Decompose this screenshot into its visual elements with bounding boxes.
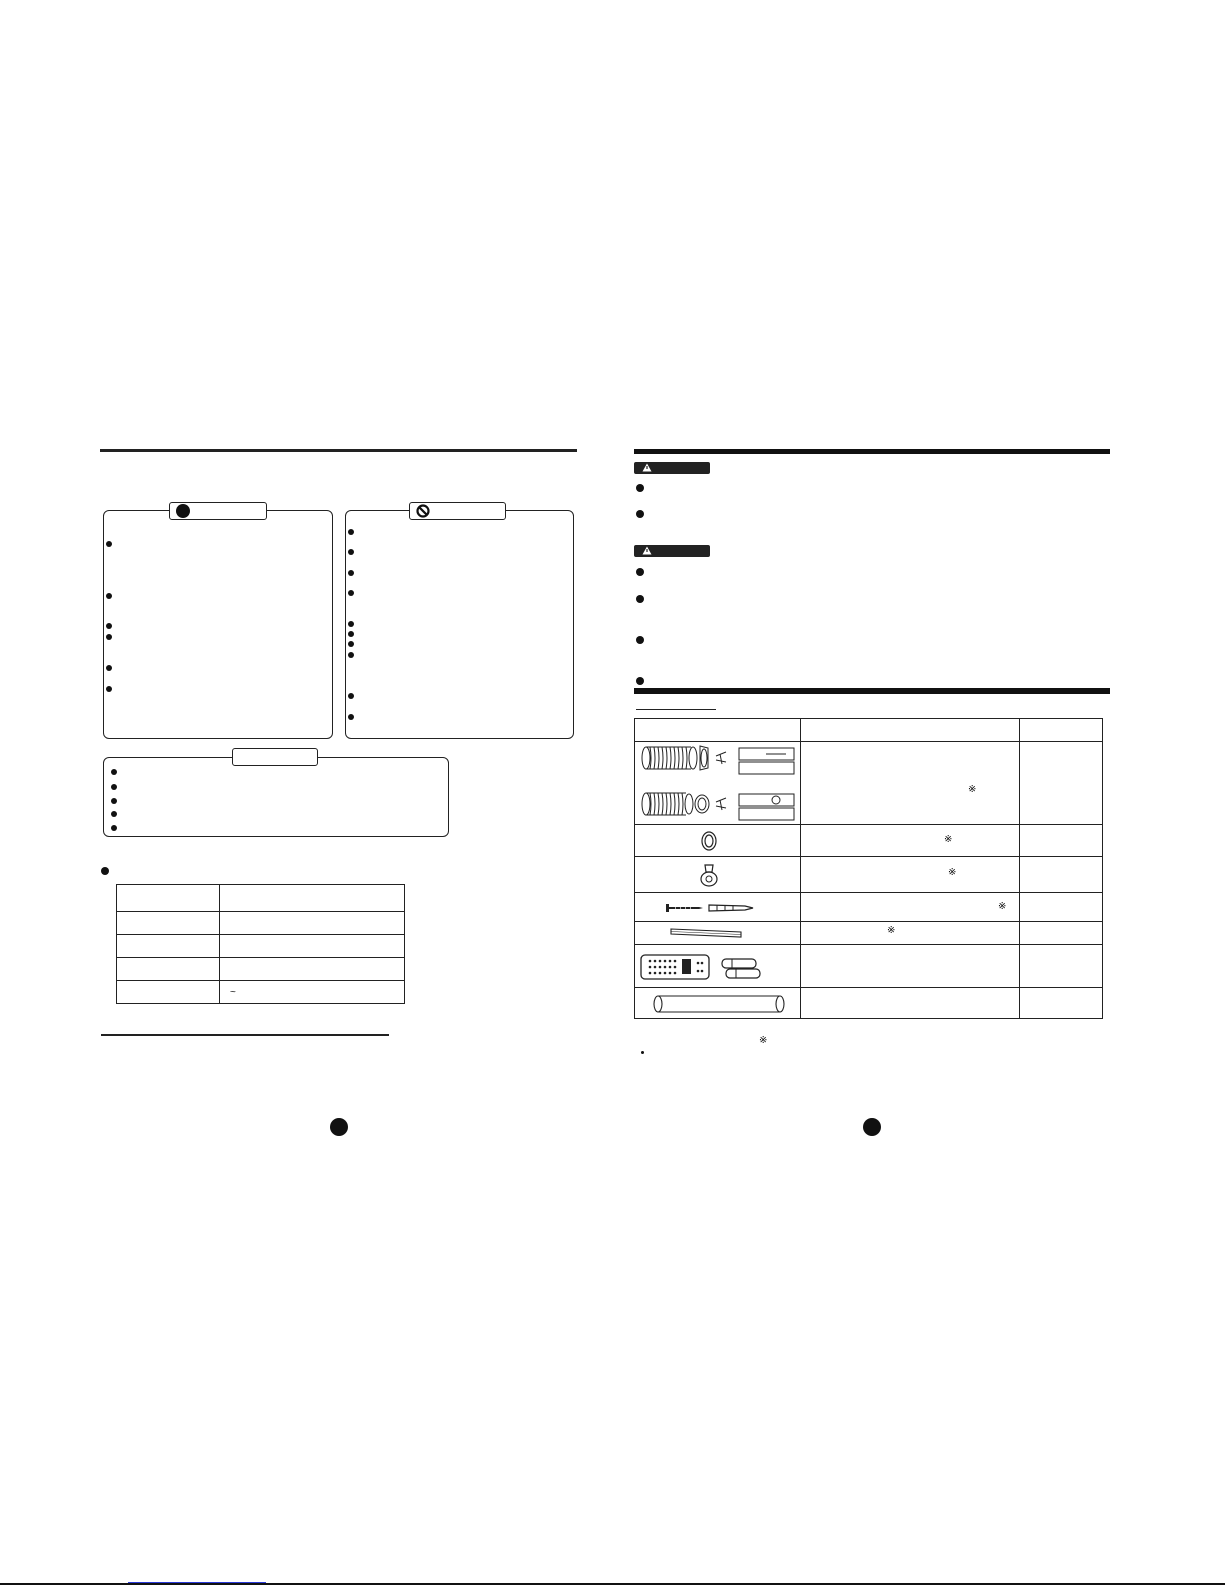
hose-adapter-ring-icon xyxy=(699,830,719,852)
mandatory-tab xyxy=(169,502,267,520)
prohibited-bullet xyxy=(348,621,354,627)
accessory-image-cell xyxy=(635,922,801,945)
reference-mark: ※ xyxy=(944,834,953,845)
accessory-image-cell xyxy=(635,945,801,988)
spec-cell xyxy=(117,935,220,958)
table-row xyxy=(635,893,1103,922)
accessory-quantity xyxy=(1020,857,1103,893)
warning-label xyxy=(634,462,710,474)
warning-triangle-icon xyxy=(642,546,652,555)
accessory-description xyxy=(801,825,1020,857)
spec-cell: ~ xyxy=(220,981,405,1004)
accessories-header-rule xyxy=(634,688,1110,694)
accessory-image-cell xyxy=(635,893,801,922)
caution-bullet xyxy=(636,677,644,685)
mandatory-bullet xyxy=(106,593,112,599)
notes-tab xyxy=(232,748,318,766)
spec-cell xyxy=(220,935,405,958)
prohibited-bullet xyxy=(348,631,354,637)
remote-control-batteries-icon xyxy=(640,951,770,983)
spec-cell xyxy=(117,885,220,912)
accessory-image-cell xyxy=(635,988,801,1019)
table-row xyxy=(635,857,1103,893)
drain-connector-icon xyxy=(697,861,721,889)
prohibited-bullet xyxy=(348,714,354,720)
column-header-image xyxy=(635,719,801,742)
table-row xyxy=(117,981,405,1004)
accessory-description xyxy=(801,922,1020,945)
table-row xyxy=(635,945,1103,988)
accessory-image-cell xyxy=(635,857,801,893)
spec-cell xyxy=(117,958,220,981)
prohibited-bullet xyxy=(348,693,354,699)
accessory-quantity xyxy=(1020,742,1103,825)
spec-cell xyxy=(117,912,220,935)
prohibited-bullet xyxy=(348,549,354,555)
table-row xyxy=(117,935,405,958)
table-row xyxy=(635,742,1103,825)
spec-cell xyxy=(117,981,220,1004)
accessory-description xyxy=(801,893,1020,922)
spec-cell xyxy=(220,885,405,912)
notes-bullet xyxy=(111,825,117,831)
accessory-quantity xyxy=(1020,988,1103,1019)
warning-bullet xyxy=(636,510,644,518)
caution-label xyxy=(634,545,710,557)
page-number-marker-left xyxy=(330,1118,348,1136)
footnote-reference-mark: ※ xyxy=(759,1035,768,1046)
notes-bullet xyxy=(111,811,117,817)
spec-table xyxy=(116,884,405,1004)
accessory-image-cell xyxy=(635,825,801,857)
exhaust-hose-window-kit-icon xyxy=(636,742,800,824)
prohibited-bullet xyxy=(348,652,354,658)
sealing-strip-icon xyxy=(669,927,745,939)
accessory-description xyxy=(801,945,1020,988)
mandatory-bullet xyxy=(106,623,112,629)
prohibited-bullet xyxy=(348,529,354,535)
accessory-quantity xyxy=(1020,825,1103,857)
screw-and-anchor-icon xyxy=(665,900,755,916)
accessory-quantity xyxy=(1020,922,1103,945)
reference-mark: ※ xyxy=(948,867,957,878)
prohibited-bullet xyxy=(348,590,354,596)
footnote-bullet xyxy=(641,1051,644,1054)
caution-bullet xyxy=(636,568,644,576)
warning-triangle-icon xyxy=(642,463,652,472)
table-row xyxy=(635,825,1103,857)
mandatory-bullet xyxy=(106,541,112,547)
column-header-quantity xyxy=(1020,719,1103,742)
left-header-rule xyxy=(100,449,577,452)
notes-bullet xyxy=(111,798,117,804)
accessories-table xyxy=(634,718,1103,1019)
prohibited-box xyxy=(345,510,574,739)
right-header-rule xyxy=(634,449,1110,454)
spec-bullet xyxy=(101,867,109,875)
mandatory-box xyxy=(103,510,333,739)
reference-mark: ※ xyxy=(887,925,896,936)
table-row xyxy=(117,958,405,981)
accessory-image-cell xyxy=(635,742,801,825)
table-row xyxy=(117,885,405,912)
caution-bullet xyxy=(636,636,644,644)
accessory-description xyxy=(801,742,1020,825)
table-row xyxy=(635,922,1103,945)
drain-hose-icon xyxy=(652,994,788,1014)
left-footer-rule xyxy=(101,1034,389,1036)
caution-bullet xyxy=(636,595,644,603)
table-row xyxy=(635,988,1103,1019)
spec-cell xyxy=(220,912,405,935)
filled-circle-icon xyxy=(176,504,190,518)
reference-mark: ※ xyxy=(998,901,1007,912)
mandatory-bullet xyxy=(106,634,112,640)
mandatory-bullet xyxy=(106,686,112,692)
accessory-description xyxy=(801,988,1020,1019)
accessory-description xyxy=(801,857,1020,893)
accessory-quantity xyxy=(1020,893,1103,922)
page-number-marker-right xyxy=(863,1118,881,1136)
prohibited-bullet xyxy=(348,570,354,576)
accessory-quantity xyxy=(1020,945,1103,988)
notes-bullet xyxy=(111,769,117,775)
accessories-title-underline xyxy=(636,709,716,710)
prohibited-tab xyxy=(409,502,506,520)
mandatory-bullet xyxy=(106,665,112,671)
notes-bullet xyxy=(111,784,117,790)
prohibited-circle-icon xyxy=(416,504,430,518)
warning-bullet xyxy=(636,484,644,492)
column-header-description xyxy=(801,719,1020,742)
notes-box xyxy=(103,757,449,837)
table-row xyxy=(117,912,405,935)
spec-cell xyxy=(220,958,405,981)
reference-mark: ※ xyxy=(968,784,977,795)
table-header-row xyxy=(635,719,1103,742)
prohibited-bullet xyxy=(348,641,354,647)
